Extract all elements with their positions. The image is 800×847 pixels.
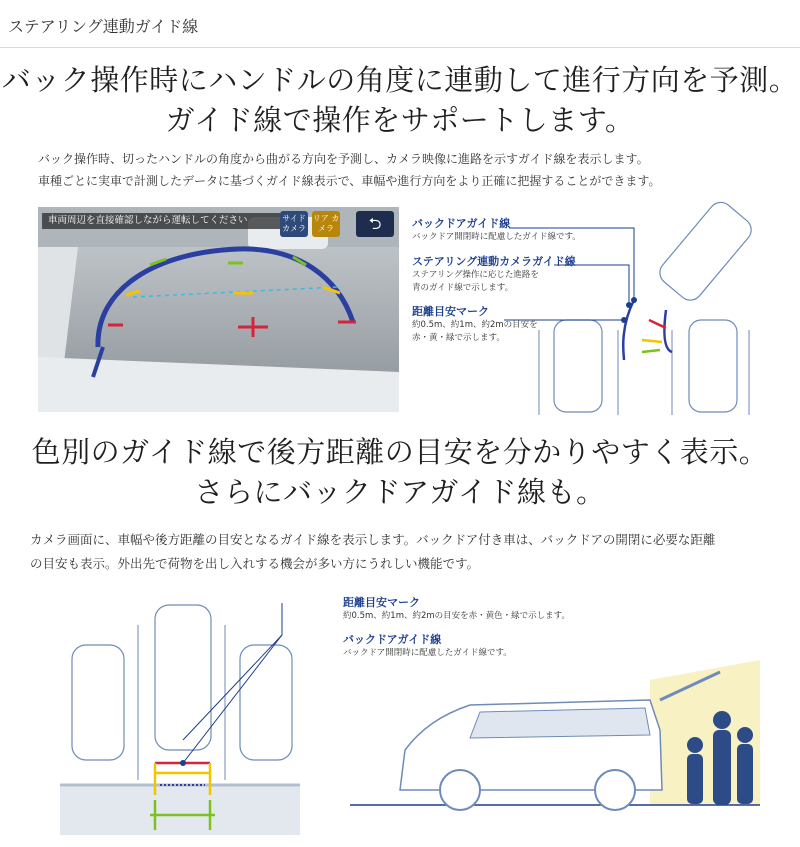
headline-2	[0, 432, 800, 512]
back-button[interactable]: ⮌	[356, 211, 394, 237]
parking-car-center	[155, 605, 211, 750]
headline-1	[0, 60, 800, 140]
callout-distance-2-title: 距離目安マーク	[343, 596, 420, 609]
camera-scene	[38, 207, 399, 412]
leader-dot-2	[180, 760, 186, 766]
callout-steering-title: ステアリング連動カメラガイド線	[412, 255, 576, 268]
van-windows	[470, 708, 650, 738]
leader-dot-backdoor	[631, 297, 637, 303]
detail-line-2: の目安も表示。外出先で荷物を出し入れする機会が多い方にうれしい機能です。	[30, 556, 480, 571]
parking-car-right	[240, 645, 292, 760]
reversing-car	[655, 198, 756, 305]
van-illustration	[350, 650, 770, 840]
rear-camera-screen	[38, 207, 399, 412]
callout-distance-mark-2	[343, 595, 570, 623]
headline-1-line-2: ガイド線で操作をサポートします。	[165, 103, 635, 137]
rear-camera-button[interactable]: リア カメラ	[312, 211, 340, 237]
van-rear-wheel	[595, 770, 635, 810]
parking-car-left	[72, 645, 124, 760]
van-front-wheel	[440, 770, 480, 810]
van-side-diagram	[350, 650, 770, 840]
callout-distance-title: 距離目安マーク	[412, 305, 489, 318]
detail-paragraph	[30, 528, 790, 576]
overhead-steering-guide-left	[623, 300, 634, 360]
camera-warning-banner: 車両周辺を直接確認しながら運転してください	[42, 213, 280, 229]
headline-2-line-2: さらにバックドアガイド線も。	[194, 475, 606, 509]
overhead-steering-guide-right	[664, 310, 672, 352]
side-camera-button[interactable]: サイド カメラ	[280, 211, 308, 237]
parking-illustration	[60, 595, 360, 835]
callout-steering-guide	[412, 254, 576, 295]
intro-paragraph	[38, 148, 778, 192]
callout-distance-mark	[412, 304, 538, 345]
callout-distance-desc-2: 赤・黄・緑で示します。	[412, 333, 505, 343]
section-title: ステアリング連動ガイド線	[8, 17, 199, 36]
intro-line-1: バック操作時、切ったハンドルの角度から曲がる方向を予測し、カメラ映像に進路を示すガイド線を表示します。	[38, 152, 649, 166]
leader-dot-distance	[621, 317, 627, 323]
headline-2-line-1: 色別のガイド線で後方距離の目安を分かりやすく表示。	[31, 435, 769, 469]
parked-car-left	[554, 320, 602, 412]
callout-backdoor-guide	[412, 216, 581, 244]
parking-diagram	[60, 595, 360, 835]
callout-steering-desc-1: ステアリング操作に応じた進路を	[412, 270, 539, 280]
leader-dot-steering	[626, 302, 632, 308]
detail-line-1: カメラ画面に、車幅や後方距離の目安となるガイド線を表示します。バックドア付き車は、バックドアの開閉に必要な距離	[30, 532, 716, 547]
ground-strip	[60, 785, 300, 835]
title-divider	[0, 47, 800, 48]
parked-car-right	[689, 320, 737, 412]
callout-distance-2-desc: 約0.5m、約1m、約2mの目安を赤・黄色・緑で示します。	[343, 611, 570, 621]
callout-steering-desc-2: 青のガイド線で示します。	[412, 283, 514, 293]
callout-backdoor-2-title: バックドアガイド線	[343, 633, 442, 646]
callout-distance-desc-1: 約0.5m、約1m、約2mの目安を	[412, 320, 538, 330]
callout-backdoor-2-desc: バックドア開閉時に配慮したガイド線です。	[343, 648, 512, 658]
overhead-mark-yellow	[642, 340, 662, 342]
headline-1-line-1: バック操作時にハンドルの角度に連動して進行方向を予測。	[1, 63, 799, 97]
overhead-mark-green	[642, 350, 660, 352]
intro-line-2: 車種ごとに実車で計測したデータに基づくガイド線表示で、車幅や進行方向をより正確に把握することができます。	[38, 174, 661, 188]
callout-backdoor-title: バックドアガイド線	[412, 217, 511, 230]
overhead-diagram	[404, 190, 800, 420]
callout-backdoor-desc: バックドア開閉時に配慮したガイド線です。	[412, 232, 581, 242]
